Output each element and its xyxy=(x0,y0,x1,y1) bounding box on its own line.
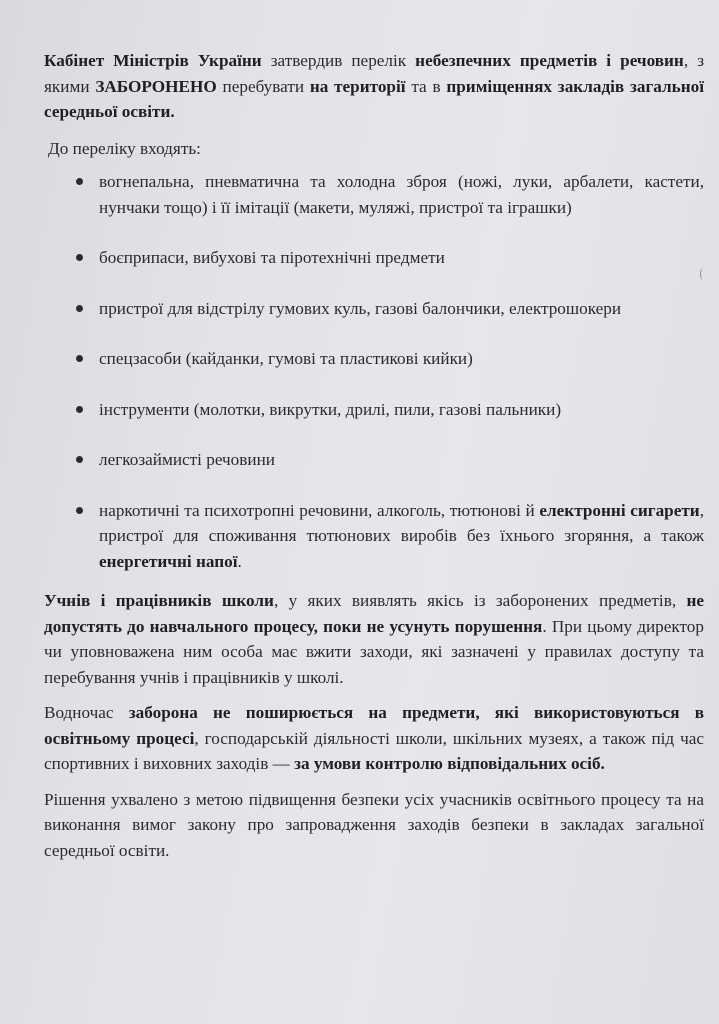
intro-premises: приміщеннях закладів загальної середньої освіти. xyxy=(44,76,705,121)
bullet-icon xyxy=(76,178,83,185)
list-item xyxy=(44,447,704,473)
intro-paragraph xyxy=(44,48,704,125)
list-item-last xyxy=(44,498,704,575)
decision-paragraph: Рішення ухвалено з метою підвищення безпеки усіх учасників освітнього процесу та на виконання вимог закону про запровадження заходів безпеки в закладах загальної середньої освіти. xyxy=(44,789,704,860)
list-item-text: вогнепальна, пневматична та холодна зброя (ножі, луки, арбалети, кастети, нунчаки тощо) і її імітації (макети, муляжі, пристрої та іграшки) xyxy=(99,172,704,217)
bullet-icon xyxy=(76,456,83,463)
last-item-text-3: . xyxy=(237,551,242,571)
students-paragraph xyxy=(44,588,704,690)
exception-condition: за умови контролю відповідальних осіб. xyxy=(294,754,605,773)
list-item xyxy=(44,245,704,271)
last-item-text-2: , пристрої для споживання тютюнових виробів без їхнього згоряння, а також xyxy=(99,500,705,545)
last-item-energy-drinks: енергетичні напої xyxy=(99,551,238,571)
list-item-text: боєприпаси, вибухові та піротехнічні предмети xyxy=(99,248,445,267)
list-item-text: інструменти (молотки, викрутки, дрилі, пили, газові пальники) xyxy=(99,399,562,419)
exception-paragraph xyxy=(44,700,704,777)
intro-cabinet: Кабінет Міністрів України xyxy=(44,51,262,70)
list-item-text: спецзасоби (кайданки, гумові та пластикові кийки) xyxy=(99,349,473,368)
bullet-icon xyxy=(76,305,83,312)
intro-text-4: та в xyxy=(405,76,447,96)
bullet-icon xyxy=(76,507,83,514)
list-item-text: легкозаймисті речовини xyxy=(99,450,275,469)
exception-rule: заборона не поширюється на предмети, які використовуються в освітньому процесі xyxy=(44,703,704,748)
list-item xyxy=(44,346,704,372)
list-item-text: пристрої для відстрілу гумових куль, газові балончики, електрошокери xyxy=(99,298,622,318)
students-subject: Учнів і працівників школи xyxy=(44,591,274,610)
intro-territory: на території xyxy=(309,76,406,96)
prohibited-items-list xyxy=(44,169,704,574)
bullet-icon xyxy=(76,406,83,413)
bullet-icon xyxy=(76,254,83,261)
list-item xyxy=(44,296,704,322)
intro-text-1: затвердив перелік xyxy=(261,51,416,70)
bullet-icon xyxy=(76,355,83,362)
list-item xyxy=(44,397,704,423)
list-lead: До переліку входять: xyxy=(48,138,201,158)
intro-text-2: , з якими xyxy=(44,51,704,96)
exception-text-2: , господарській діяльності школи, шкільних музеях, а також під час спортивних і виховних заходів — xyxy=(44,728,704,773)
last-item-e-cigarettes: електронні сигарети xyxy=(539,500,700,520)
last-item-text-1: наркотичні та психотропні речовини, алкоголь, тютюнові й xyxy=(99,500,540,520)
intro-text-3: перебувати xyxy=(216,76,310,96)
students-consequence: не допустять до навчального процесу, поки не усунуть порушення xyxy=(44,591,704,636)
intro-dangerous-items: небезпечних предметів і речовин xyxy=(415,51,684,70)
document-body xyxy=(44,48,704,863)
exception-text-1: Водночас xyxy=(44,703,129,722)
intro-forbidden: ЗАБОРОНЕНО xyxy=(95,76,217,96)
list-item xyxy=(44,169,704,220)
students-text-2: . При цьому директор чи уповноважена ним особа має вжити заходи, які зазначені у правилах доступу та перебування учнів і працівників у школі. xyxy=(44,616,704,687)
students-text-1: , у яких виявлять якісь із заборонених предметів, xyxy=(273,591,687,610)
